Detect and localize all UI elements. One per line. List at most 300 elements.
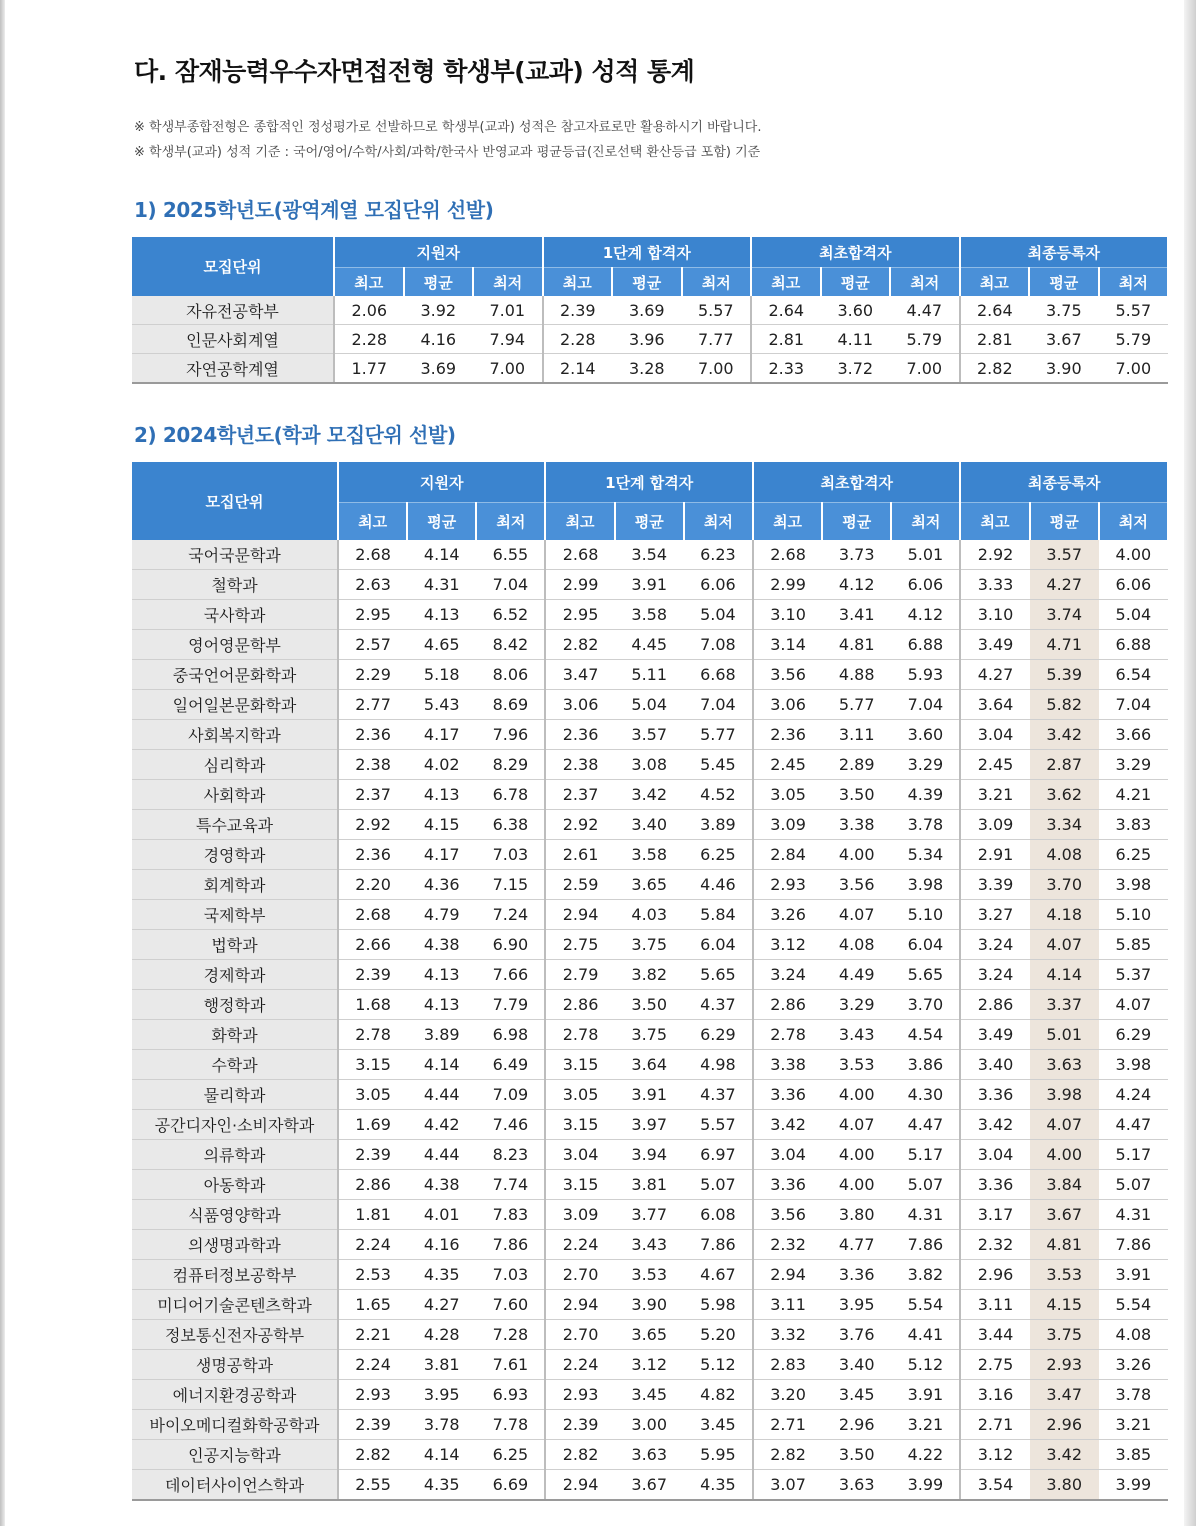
grade-cell: 4.08 bbox=[1099, 1320, 1168, 1350]
grade-cell: 2.95 bbox=[338, 600, 407, 630]
grade-cell: 4.07 bbox=[822, 900, 891, 930]
grade-cell: 7.79 bbox=[476, 990, 545, 1020]
grade-cell: 7.86 bbox=[891, 1230, 960, 1260]
grade-cell: 6.68 bbox=[684, 660, 753, 690]
grade-cell: 2.86 bbox=[753, 990, 822, 1020]
grade-cell: 4.47 bbox=[890, 296, 960, 325]
grade-cell: 3.11 bbox=[822, 720, 891, 750]
grade-cell: 3.77 bbox=[615, 1200, 684, 1230]
grade-cell: 2.37 bbox=[545, 780, 614, 810]
grade-cell: 5.54 bbox=[1099, 1290, 1168, 1320]
grade-cell: 2.21 bbox=[338, 1320, 407, 1350]
grade-cell: 7.15 bbox=[476, 870, 545, 900]
table-row bbox=[132, 1380, 1168, 1410]
grade-cell: 3.04 bbox=[753, 1140, 822, 1170]
header-group-stage1: 1단계 합격자 bbox=[545, 462, 753, 503]
grade-cell: 3.15 bbox=[545, 1050, 614, 1080]
grade-cell: 3.29 bbox=[822, 990, 891, 1020]
grade-cell: 3.98 bbox=[891, 870, 960, 900]
grade-cell: 6.25 bbox=[684, 840, 753, 870]
grade-cell: 2.75 bbox=[545, 930, 614, 960]
grade-cell: 4.07 bbox=[1030, 930, 1099, 960]
unit-name: 특수교육과 bbox=[132, 810, 338, 840]
grade-cell: 3.08 bbox=[615, 750, 684, 780]
grade-cell: 3.99 bbox=[891, 1470, 960, 1501]
unit-name: 경제학과 bbox=[132, 960, 338, 990]
unit-name: 공간디자인·소비자학과 bbox=[132, 1110, 338, 1140]
grade-cell: 2.36 bbox=[753, 720, 822, 750]
grade-cell: 3.62 bbox=[1030, 780, 1099, 810]
grade-cell: 3.45 bbox=[822, 1380, 891, 1410]
grade-cell: 3.38 bbox=[822, 810, 891, 840]
grade-cell: 3.04 bbox=[960, 1140, 1029, 1170]
grade-cell: 4.18 bbox=[1030, 900, 1099, 930]
grade-cell: 3.42 bbox=[753, 1110, 822, 1140]
grade-cell: 3.53 bbox=[1030, 1260, 1099, 1290]
grade-cell: 4.00 bbox=[1030, 1140, 1099, 1170]
grade-cell: 2.82 bbox=[545, 1440, 614, 1470]
grade-cell: 3.70 bbox=[1030, 870, 1099, 900]
unit-name: 식품영양학과 bbox=[132, 1200, 338, 1230]
grade-cell: 3.11 bbox=[960, 1290, 1029, 1320]
table-row bbox=[132, 1350, 1168, 1380]
section-2024-title: 2) 2024학년도(학과 모집단위 선발) bbox=[134, 423, 456, 447]
grade-cell: 2.92 bbox=[545, 810, 614, 840]
grade-cell: 2.93 bbox=[545, 1380, 614, 1410]
grade-cell: 2.86 bbox=[338, 1170, 407, 1200]
unit-name: 자유전공학부 bbox=[132, 296, 334, 325]
table-row bbox=[132, 296, 1168, 325]
grade-cell: 3.82 bbox=[615, 960, 684, 990]
subheader-max: 최고 bbox=[753, 503, 822, 541]
grade-cell: 6.06 bbox=[684, 570, 753, 600]
subheader-avg: 평균 bbox=[404, 268, 474, 297]
grade-cell: 3.05 bbox=[338, 1080, 407, 1110]
grade-cell: 2.96 bbox=[1030, 1410, 1099, 1440]
grade-cell: 6.49 bbox=[476, 1050, 545, 1080]
grade-cell: 3.09 bbox=[960, 810, 1029, 840]
grade-cell: 4.15 bbox=[407, 810, 476, 840]
table-row bbox=[132, 540, 1168, 570]
grade-cell: 4.17 bbox=[407, 840, 476, 870]
grade-cell: 2.94 bbox=[545, 1290, 614, 1320]
grade-cell: 3.98 bbox=[1099, 1050, 1168, 1080]
grade-cell: 4.54 bbox=[891, 1020, 960, 1050]
grade-cell: 2.39 bbox=[543, 296, 613, 325]
subheader-max: 최고 bbox=[543, 268, 613, 297]
grade-cell: 3.72 bbox=[821, 354, 891, 384]
grade-cell: 5.07 bbox=[1099, 1170, 1168, 1200]
grade-cell: 7.74 bbox=[476, 1170, 545, 1200]
grade-cell: 4.35 bbox=[407, 1470, 476, 1501]
grade-cell: 4.47 bbox=[1099, 1110, 1168, 1140]
grade-cell: 7.00 bbox=[682, 354, 752, 384]
grade-cell: 4.24 bbox=[1099, 1080, 1168, 1110]
grade-cell: 3.67 bbox=[1029, 325, 1099, 354]
grade-cell: 8.06 bbox=[476, 660, 545, 690]
grade-cell: 3.12 bbox=[960, 1440, 1029, 1470]
grade-cell: 3.81 bbox=[615, 1170, 684, 1200]
unit-name: 미디어기술콘텐츠학과 bbox=[132, 1290, 338, 1320]
grade-cell: 2.63 bbox=[338, 570, 407, 600]
grade-cell: 2.83 bbox=[753, 1350, 822, 1380]
grade-cell: 2.94 bbox=[545, 900, 614, 930]
grade-cell: 3.75 bbox=[615, 1020, 684, 1050]
unit-name: 영어영문학부 bbox=[132, 630, 338, 660]
subheader-min: 최저 bbox=[473, 268, 543, 297]
grade-cell: 3.58 bbox=[615, 840, 684, 870]
grade-cell: 3.21 bbox=[891, 1410, 960, 1440]
grade-cell: 3.29 bbox=[1099, 750, 1168, 780]
grade-cell: 3.94 bbox=[615, 1140, 684, 1170]
table-row bbox=[132, 1020, 1168, 1050]
grade-cell: 3.40 bbox=[615, 810, 684, 840]
table-row bbox=[132, 750, 1168, 780]
subheader-min: 최저 bbox=[891, 503, 960, 541]
table-row bbox=[132, 990, 1168, 1020]
grade-cell: 3.57 bbox=[615, 720, 684, 750]
grade-cell: 4.00 bbox=[822, 1080, 891, 1110]
table-row bbox=[132, 900, 1168, 930]
grade-cell: 3.63 bbox=[1030, 1050, 1099, 1080]
grade-cell: 3.24 bbox=[960, 960, 1029, 990]
grade-cell: 3.89 bbox=[684, 810, 753, 840]
grade-cell: 2.86 bbox=[960, 990, 1029, 1020]
grade-cell: 3.21 bbox=[960, 780, 1029, 810]
grade-cell: 3.69 bbox=[404, 354, 474, 384]
grade-cell: 3.78 bbox=[407, 1410, 476, 1440]
unit-name: 법학과 bbox=[132, 930, 338, 960]
grade-cell: 6.23 bbox=[684, 540, 753, 570]
grade-cell: 2.32 bbox=[753, 1230, 822, 1260]
grade-cell: 4.08 bbox=[1030, 840, 1099, 870]
header-unit: 모집단위 bbox=[132, 237, 334, 296]
grade-cell: 3.53 bbox=[615, 1260, 684, 1290]
table-row bbox=[132, 1410, 1168, 1440]
grade-cell: 2.24 bbox=[545, 1350, 614, 1380]
unit-name: 경영학과 bbox=[132, 840, 338, 870]
grade-cell: 3.91 bbox=[1099, 1260, 1168, 1290]
page-edge-right bbox=[1184, 0, 1196, 1526]
grade-cell: 2.99 bbox=[545, 570, 614, 600]
grade-cell: 2.36 bbox=[338, 840, 407, 870]
grade-cell: 3.64 bbox=[960, 690, 1029, 720]
grade-cell: 3.97 bbox=[615, 1110, 684, 1140]
grade-cell: 5.12 bbox=[891, 1350, 960, 1380]
grade-cell: 3.26 bbox=[1099, 1350, 1168, 1380]
table-row bbox=[132, 325, 1168, 354]
unit-name: 일어일본문화학과 bbox=[132, 690, 338, 720]
grade-cell: 4.00 bbox=[822, 1140, 891, 1170]
subheader-min: 최저 bbox=[890, 268, 960, 297]
grade-cell: 6.90 bbox=[476, 930, 545, 960]
grade-cell: 7.04 bbox=[476, 570, 545, 600]
header-group-initial-admit: 최초합격자 bbox=[753, 462, 960, 503]
grade-cell: 5.98 bbox=[684, 1290, 753, 1320]
grade-cell: 2.71 bbox=[753, 1410, 822, 1440]
grade-cell: 4.82 bbox=[684, 1380, 753, 1410]
subheader-min: 최저 bbox=[1099, 503, 1168, 541]
subheader-min: 최저 bbox=[1099, 268, 1169, 297]
grade-cell: 7.94 bbox=[473, 325, 543, 354]
grade-cell: 7.96 bbox=[476, 720, 545, 750]
grade-cell: 4.13 bbox=[407, 780, 476, 810]
grade-cell: 2.39 bbox=[338, 960, 407, 990]
table-row bbox=[132, 1200, 1168, 1230]
grade-cell: 4.27 bbox=[960, 660, 1029, 690]
unit-name: 생명공학과 bbox=[132, 1350, 338, 1380]
grade-cell: 2.81 bbox=[960, 325, 1030, 354]
table-row bbox=[132, 630, 1168, 660]
grade-cell: 3.80 bbox=[1030, 1470, 1099, 1501]
grade-cell: 2.38 bbox=[545, 750, 614, 780]
grade-cell: 3.26 bbox=[753, 900, 822, 930]
grade-cell: 3.12 bbox=[615, 1350, 684, 1380]
grade-cell: 3.24 bbox=[960, 930, 1029, 960]
grade-cell: 2.32 bbox=[960, 1230, 1029, 1260]
grade-cell: 4.81 bbox=[1030, 1230, 1099, 1260]
grade-cell: 2.93 bbox=[338, 1380, 407, 1410]
grade-cell: 3.00 bbox=[615, 1410, 684, 1440]
grade-cell: 2.75 bbox=[960, 1350, 1029, 1380]
unit-name: 자연공학계열 bbox=[132, 354, 334, 384]
grade-cell: 4.31 bbox=[891, 1200, 960, 1230]
grade-cell: 3.60 bbox=[821, 296, 891, 325]
grade-cell: 7.04 bbox=[1099, 690, 1168, 720]
grade-cell: 3.47 bbox=[1030, 1380, 1099, 1410]
table-row bbox=[132, 570, 1168, 600]
grade-cell: 3.95 bbox=[407, 1380, 476, 1410]
table-row bbox=[132, 1050, 1168, 1080]
grade-cell: 3.75 bbox=[615, 930, 684, 960]
header-unit: 모집단위 bbox=[132, 462, 338, 540]
grade-cell: 7.00 bbox=[890, 354, 960, 384]
grade-cell: 7.04 bbox=[891, 690, 960, 720]
grade-cell: 3.15 bbox=[545, 1170, 614, 1200]
unit-name: 수학과 bbox=[132, 1050, 338, 1080]
grade-cell: 3.42 bbox=[960, 1110, 1029, 1140]
grade-cell: 6.54 bbox=[1099, 660, 1168, 690]
grade-cell: 3.06 bbox=[753, 690, 822, 720]
grade-cell: 4.79 bbox=[407, 900, 476, 930]
table-row bbox=[132, 960, 1168, 990]
grade-cell: 7.03 bbox=[476, 1260, 545, 1290]
grade-cell: 7.28 bbox=[476, 1320, 545, 1350]
grade-cell: 3.05 bbox=[753, 780, 822, 810]
grade-cell: 7.66 bbox=[476, 960, 545, 990]
grade-cell: 1.68 bbox=[338, 990, 407, 1020]
grade-cell: 4.47 bbox=[891, 1110, 960, 1140]
grade-cell: 3.39 bbox=[960, 870, 1029, 900]
grade-cell: 5.10 bbox=[891, 900, 960, 930]
grade-cell: 4.41 bbox=[891, 1320, 960, 1350]
grade-cell: 2.82 bbox=[753, 1440, 822, 1470]
unit-name: 인문사회계열 bbox=[132, 325, 334, 354]
grade-cell: 4.42 bbox=[407, 1110, 476, 1140]
table-row bbox=[132, 1290, 1168, 1320]
grade-cell: 5.18 bbox=[407, 660, 476, 690]
grade-cell: 4.44 bbox=[407, 1140, 476, 1170]
grade-cell: 5.17 bbox=[891, 1140, 960, 1170]
grade-cell: 4.14 bbox=[1030, 960, 1099, 990]
grade-cell: 2.66 bbox=[338, 930, 407, 960]
grade-cell: 3.67 bbox=[615, 1470, 684, 1501]
grade-cell: 5.11 bbox=[615, 660, 684, 690]
grade-cell: 4.15 bbox=[1030, 1290, 1099, 1320]
grade-cell: 3.83 bbox=[1099, 810, 1168, 840]
grade-cell: 3.36 bbox=[822, 1260, 891, 1290]
grade-cell: 7.86 bbox=[1099, 1230, 1168, 1260]
header-group-final-enrolled: 최종등록자 bbox=[960, 237, 1169, 268]
grade-cell: 3.04 bbox=[960, 720, 1029, 750]
subheader-max: 최고 bbox=[545, 503, 614, 541]
grade-cell: 2.87 bbox=[1030, 750, 1099, 780]
grade-cell: 3.10 bbox=[753, 600, 822, 630]
grade-cell: 2.45 bbox=[960, 750, 1029, 780]
grade-cell: 3.36 bbox=[753, 1170, 822, 1200]
grade-cell: 8.42 bbox=[476, 630, 545, 660]
grade-cell: 3.98 bbox=[1099, 870, 1168, 900]
note-grade-criteria: ※ 학생부(교과) 성적 기준 : 국어/영어/수학/사회/과학/한국사 반영교과 평균등급(진로선택 환산등급 포함) 기준 bbox=[134, 145, 761, 160]
grade-cell: 6.25 bbox=[1099, 840, 1168, 870]
grade-cell: 2.36 bbox=[545, 720, 614, 750]
grade-cell: 3.40 bbox=[960, 1050, 1029, 1080]
unit-name: 행정학과 bbox=[132, 990, 338, 1020]
unit-name: 사회학과 bbox=[132, 780, 338, 810]
grade-cell: 6.04 bbox=[684, 930, 753, 960]
grade-cell: 5.82 bbox=[1030, 690, 1099, 720]
subheader-min: 최저 bbox=[476, 503, 545, 541]
grade-cell: 2.82 bbox=[545, 630, 614, 660]
grade-cell: 5.04 bbox=[1099, 600, 1168, 630]
grade-cell: 3.81 bbox=[407, 1350, 476, 1380]
grade-cell: 3.58 bbox=[615, 600, 684, 630]
grade-cell: 7.86 bbox=[476, 1230, 545, 1260]
grade-cell: 7.60 bbox=[476, 1290, 545, 1320]
grade-cell: 2.14 bbox=[543, 354, 613, 384]
grade-cell: 5.04 bbox=[684, 600, 753, 630]
subheader-max: 최고 bbox=[334, 268, 404, 297]
grade-cell: 6.98 bbox=[476, 1020, 545, 1050]
unit-name: 국제학부 bbox=[132, 900, 338, 930]
grade-cell: 2.39 bbox=[338, 1410, 407, 1440]
grade-cell: 5.65 bbox=[891, 960, 960, 990]
grade-cell: 5.79 bbox=[1099, 325, 1169, 354]
grade-cell: 2.82 bbox=[960, 354, 1030, 384]
document-title: 다. 잠재능력우수자면접전형 학생부(교과) 성적 통계 bbox=[134, 57, 695, 86]
grade-cell: 3.43 bbox=[615, 1230, 684, 1260]
grade-cell: 3.15 bbox=[338, 1050, 407, 1080]
grade-cell: 3.84 bbox=[1030, 1170, 1099, 1200]
grade-cell: 5.57 bbox=[684, 1110, 753, 1140]
grade-cell: 4.14 bbox=[407, 540, 476, 570]
grade-cell: 2.28 bbox=[334, 325, 404, 354]
grade-cell: 3.17 bbox=[960, 1200, 1029, 1230]
header-group-stage1: 1단계 합격자 bbox=[543, 237, 752, 268]
unit-name: 국사학과 bbox=[132, 600, 338, 630]
table-row bbox=[132, 720, 1168, 750]
grade-cell: 5.07 bbox=[684, 1170, 753, 1200]
grade-cell: 3.57 bbox=[1030, 540, 1099, 570]
grade-cell: 3.90 bbox=[1029, 354, 1099, 384]
grade-cell: 2.93 bbox=[753, 870, 822, 900]
grade-cell: 4.81 bbox=[822, 630, 891, 660]
subheader-avg: 평균 bbox=[1030, 503, 1099, 541]
grade-cell: 4.35 bbox=[407, 1260, 476, 1290]
grade-cell: 6.88 bbox=[1099, 630, 1168, 660]
grade-cell: 6.06 bbox=[1099, 570, 1168, 600]
grade-cell: 3.64 bbox=[615, 1050, 684, 1080]
grade-cell: 3.32 bbox=[753, 1320, 822, 1350]
grade-cell: 3.42 bbox=[615, 780, 684, 810]
grade-cell: 2.68 bbox=[753, 540, 822, 570]
grade-cell: 7.61 bbox=[476, 1350, 545, 1380]
grade-cell: 5.20 bbox=[684, 1320, 753, 1350]
grade-cell: 6.25 bbox=[476, 1440, 545, 1470]
table-2025-body bbox=[132, 296, 1168, 383]
grade-cell: 3.11 bbox=[753, 1290, 822, 1320]
grade-cell: 5.37 bbox=[1099, 960, 1168, 990]
table-row bbox=[132, 1230, 1168, 1260]
table-2024-body bbox=[132, 540, 1168, 1500]
table-row bbox=[132, 780, 1168, 810]
grade-cell: 3.29 bbox=[891, 750, 960, 780]
grade-cell: 7.00 bbox=[1099, 354, 1169, 384]
grade-cell: 7.77 bbox=[682, 325, 752, 354]
grade-cell: 3.50 bbox=[615, 990, 684, 1020]
table-row bbox=[132, 690, 1168, 720]
grade-cell: 2.68 bbox=[545, 540, 614, 570]
grade-cell: 4.27 bbox=[407, 1290, 476, 1320]
grade-cell: 3.07 bbox=[753, 1470, 822, 1501]
grade-cell: 3.36 bbox=[960, 1170, 1029, 1200]
grade-cell: 3.80 bbox=[822, 1200, 891, 1230]
table-2025 bbox=[132, 237, 1169, 384]
grade-cell: 3.63 bbox=[822, 1470, 891, 1501]
table-row bbox=[132, 660, 1168, 690]
grade-cell: 3.14 bbox=[753, 630, 822, 660]
grade-cell: 5.79 bbox=[890, 325, 960, 354]
grade-cell: 3.40 bbox=[822, 1350, 891, 1380]
grade-cell: 3.82 bbox=[891, 1260, 960, 1290]
unit-name: 의류학과 bbox=[132, 1140, 338, 1170]
table-row bbox=[132, 840, 1168, 870]
grade-cell: 2.70 bbox=[545, 1320, 614, 1350]
grade-cell: 2.39 bbox=[545, 1410, 614, 1440]
table-2024-header bbox=[132, 462, 1168, 540]
subheader-avg: 평균 bbox=[821, 268, 891, 297]
grade-cell: 4.14 bbox=[407, 1440, 476, 1470]
grade-cell: 1.65 bbox=[338, 1290, 407, 1320]
grade-cell: 4.16 bbox=[407, 1230, 476, 1260]
grade-cell: 3.69 bbox=[612, 296, 682, 325]
grade-cell: 3.38 bbox=[753, 1050, 822, 1080]
grade-cell: 4.88 bbox=[822, 660, 891, 690]
table-row bbox=[132, 600, 1168, 630]
subheader-max: 최고 bbox=[751, 268, 821, 297]
grade-cell: 5.01 bbox=[891, 540, 960, 570]
grade-cell: 3.16 bbox=[960, 1380, 1029, 1410]
subheader-avg: 평균 bbox=[615, 503, 684, 541]
grade-cell: 2.59 bbox=[545, 870, 614, 900]
grade-cell: 3.12 bbox=[753, 930, 822, 960]
grade-cell: 4.49 bbox=[822, 960, 891, 990]
grade-cell: 2.78 bbox=[753, 1020, 822, 1050]
grade-cell: 7.04 bbox=[684, 690, 753, 720]
grade-cell: 2.86 bbox=[545, 990, 614, 1020]
grade-cell: 4.67 bbox=[684, 1260, 753, 1290]
grade-cell: 3.34 bbox=[1030, 810, 1099, 840]
